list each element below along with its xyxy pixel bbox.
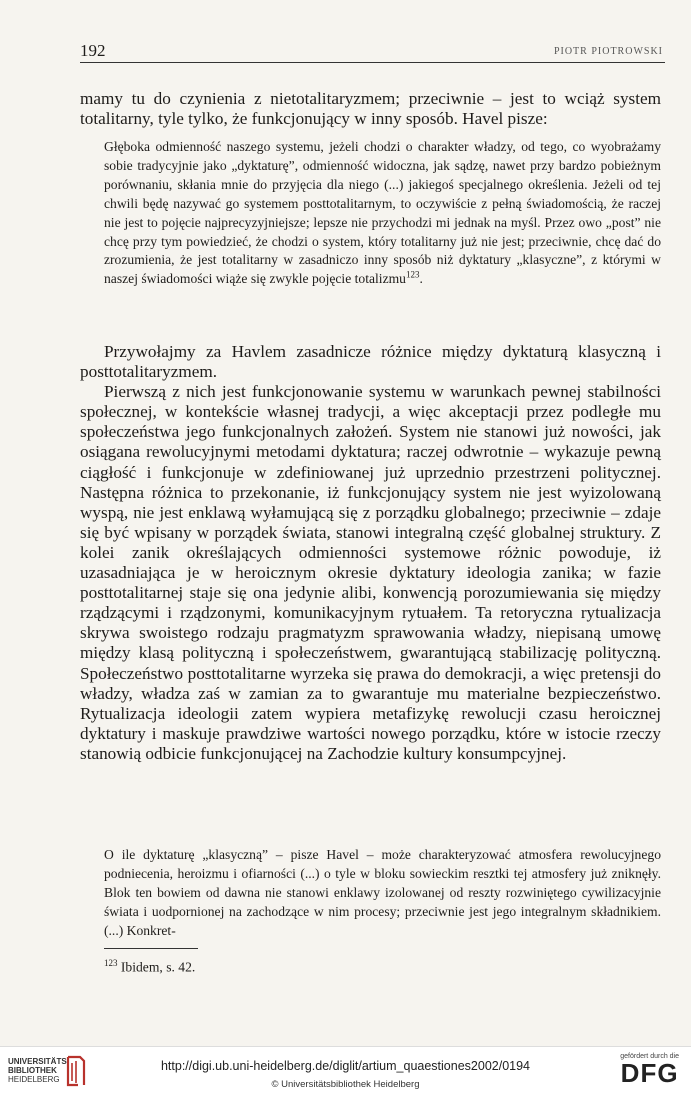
footnote-number: 123: [104, 958, 118, 968]
dfg-logo-text: DFG: [620, 1058, 679, 1088]
body-main: [80, 342, 661, 764]
block-quote-2: [104, 846, 661, 941]
header-rule: [80, 62, 665, 63]
quote-end: .: [419, 271, 423, 287]
footnote-text: Ibidem, s. 42.: [120, 959, 196, 975]
quote-text: O ile dyktaturę „klasyczną” – pisze Havel – może charakteryzować atmosfera rewolucyjnego podniecenia, heroizmu i ofiarności (...) o tyle w bloku sowieckim resztki tej atmosfery już zniknęły. Blok ten bowiem od dawna nie stanowi enklawy izolowanej od reszty rozwiniętego cywilizacyjnie świata i uodpornionej na zachodzące w nim procesy; przeciwnie jest jego integralnym składnikiem. (...) Konkret-: [104, 847, 661, 938]
footnote-ref[interactable]: 123: [405, 269, 420, 280]
body-paragraph-intro: [80, 89, 661, 129]
quote-text: Głęboka odmienność naszego systemu, jeżeli chodzi o charakter władzy, od tego, co wyobrażamy sobie tradycyjnie jako „dyktaturę”, odmienność widoczna, jak sądzę, nawet przy bardzo pobieżnym porównaniu, skłania mnie do przyjęcia dla niego (...) jakiegoś specjalnego określenia. Jeżeli od tej chwili będę nazywać go systemem posttotalitarnym, to oczywiście z pełną świadomością, że raczej nie jest to pojęcie najprecyzyjniejsze; lepsze nie przychodzi mi jednak na myśl. Przez owo „post” nie chcę przy tym powiedzieć, że chodzi o system, który totalitarny już nie jest; przeciwnie, chcę dać do zrozumienia, że jest totalitarny w zasadniczo inny sposób niż dyktatury „klasyczne”, z którymi w naszej świadomości wiąże się zwykle pojęcie totalizmu: [104, 139, 661, 287]
source-url-link[interactable]: http://digi.ub.uni-heidelberg.de/diglit/artium_quaestiones2002/0194: [160, 1059, 530, 1073]
paragraph-text: Przywołajmy za Havlem zasadnicze różnice między dyktaturą klasyczną i posttotalitaryzmem.: [80, 342, 661, 382]
block-quote-1: [104, 138, 661, 289]
footnote: [104, 958, 195, 976]
library-name: UNIVERSITÄTS- BIBLIOTHEK HEIDELBERG: [8, 1057, 70, 1084]
paragraph-text: Pierwszą z nich jest funkcjonowanie systemu w warunkach pewnej stabilności społecznej, w kontekście własnej tradycji, a więc akceptacji przez podległe mu społeczeństwa jego funkcjonalnych założeń. System nie stanowi już nowości, jak osiągana rewolucyjnymi metodami dyktatura; raczej odwrotnie – wykazuje pewną ciągłość i funkcjonuje w zdefiniowanej już uprzednio przestrzeni politycznej. Następna różnica to przekonanie, iż funkcjonujący system nie jest wyizolowaną wyspą, nie jest enklawą wyłamującą się z porządku globalnego; przeciwnie – zdaje się być wpisany w porządek świata, stanowi integralną część globalnej struktury. Z kolei zanik określających odmienności systemowe różnic powoduje, iż uzasadniająca je w heroicznym okresie dyktatury ideologia zanika; w fazie posttotalitarnej staje się ona jedynie alibi, konwencją porozumiewania się między rządzącymi i rządzonymi, komunikacyjnym rytuałem. Ta retoryczna rytualizacja skrywa swoistego rodzaju pragmatyzm sprawowania władzy, niepisaną umowę między klasą polityczną i społeczeństwem, gwarantującą stabilizację polityczną. Społeczeństwo posttotalitarne wyrzeka się prawa do demokracji, a więc pretensji do władzy, władza zaś w zamian za to gwarantuje mu materialne bezpieczeństwo. Rytualizacja ideologii zatem wypiera metafizykę rewolucji czasu heroicznej dyktatury i maskuje prawdziwe wartości nowego porządku, które w istocie rzeczy stanowią odbicie funkcjonującej na Zachodzie kultury konsumpcyjnej.: [80, 382, 661, 763]
page-number: 192: [80, 41, 106, 60]
footer-bar: [0, 1046, 691, 1099]
dfg-logo[interactable]: [620, 1053, 679, 1086]
funded-by-text: gefördert durch die: [620, 1053, 679, 1060]
footnote-rule: [104, 948, 198, 949]
running-head: PIOTR PIOTROWSKI: [553, 46, 663, 57]
paragraph-text: mamy tu do czynienia z nietotalitaryzmem; przeciwnie – jest to wciąż system totalitarny, tyle tylko, że funkcjonujący w inny sposób. Havel pisze:: [80, 89, 661, 129]
copyright-text: © Universitätsbibliothek Heidelberg: [271, 1079, 420, 1090]
